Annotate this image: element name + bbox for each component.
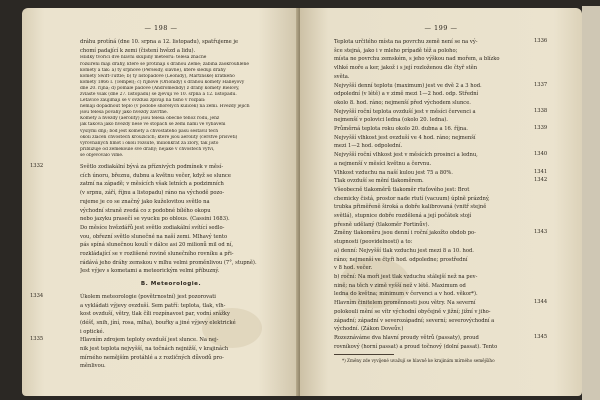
paragraph-number: 1340 [534, 151, 548, 157]
text-line: šce stejná, jako i v mleho prípadě též a poloho; [334, 47, 458, 54]
text-line: zatmí na západě; v měsících však letních a podzimních [80, 181, 224, 188]
paragraph-number: 1339 [534, 125, 548, 131]
paragraph-number: 1345 [534, 334, 548, 340]
text-line: odpolední (v létě) a v zimě mezi 1—2 hod. odp. Střední [334, 91, 479, 98]
paragraph-number: 1337 [534, 82, 548, 88]
text-line: východní. (Zákon Doveův.) [334, 326, 404, 333]
paragraph-number: 1341 [534, 169, 548, 175]
text-line: polokouli mění se vítr východní obyčejně v jižní; jižní v jiho- [334, 308, 491, 315]
text-line: dráhu protíná (dne 10. srpna a 12. listopadu), spatřujeme je [80, 39, 239, 45]
text-line: nejmenší v polovici ledna (okolo 20. ledna). [334, 117, 448, 124]
text-line-small: se objevovalo víme. [80, 152, 124, 158]
text-line: a nejmenší v měsíci květnu a červnu. [334, 160, 432, 167]
text-line-small: komety a tak: a) ty srpnové (Perseidy, slavné), které sledují dráhy [80, 67, 226, 73]
text-line: nině; na těch v zimě vyšší než v létě. Maximum od [334, 282, 466, 289]
text-line: nebo jazyku prasečí se vyucku po oblous. (Cassini 1683). [80, 216, 230, 223]
paragraph-number: 1335 [30, 336, 44, 342]
text-line: stupnosti (peovidelnosti) a to: [334, 239, 413, 246]
text-line: měnlivou. [80, 363, 106, 370]
text-line: Tlak ovzduší se mění tlakoměrem. [334, 178, 424, 185]
text-line-small: komety Swift-Tuttle; b) ty listopadové (Leonidy), Martinské) krátkého [80, 73, 235, 79]
text-line: Světlo zodiakální bývá za příznivých podmínek v měsí- [80, 164, 224, 170]
text-line: rovníkový (horní passat) a proud točnový (dolní passat). Tento [334, 343, 498, 350]
text-line: světlá), stupnice dobře rozdělená a její počátek stojí [334, 213, 472, 220]
text-line: Teplota určitého místa na povrchu země není se na vý- [334, 39, 478, 45]
text-line: rádává jeho dráhy zemskou v mlhu velmi proměnlivou (7°, stupně). [80, 259, 257, 266]
text-line: Všeobecně tlakoměrů tlakoměr rtuťového jest: Brot [334, 186, 470, 193]
right-page-body [334, 38, 532, 351]
text-line: Úkolem meteorologie (povětrnostní) jest pozorovati [80, 293, 216, 300]
text-line-small: vyšlými dnji; bod jest komety a chvostatého pásu sestavil těch [80, 128, 219, 134]
text-line: vlhké moře a ker, jakož i s její rozloženou dle čtyř stěn [334, 65, 478, 72]
text-line-small: jak taková jako hvězdy nese ve stopách se zemí námi ve vybavení [80, 122, 226, 128]
text-line: a vykládati výjevy ovzduší. Sem patří: teplota, tlak, vlh- [80, 302, 226, 309]
paragraph-number: 1343 [534, 229, 548, 235]
text-line: Změny tlakoměru jsou denní i roční jakožto obdob po- [334, 230, 476, 237]
text-line: mezi 1—2 hod. odpolední. [334, 143, 403, 150]
text-line-small: dne 20. října; d) pomalé pádové (Andromedidy) z dráhy komety Bielovy, [80, 85, 240, 91]
right-page [300, 8, 582, 396]
text-line: Hlavním zdrojem teploty ovzduší jest slunce. Na nej- [80, 337, 219, 344]
text-line-small: Komety a hvězdy (aerolity) jsou tělesa obecně téhož rodu, jenž [80, 116, 220, 122]
left-page-body [80, 38, 262, 371]
text-line: okolo 8. hod. ráno; nejmenší před východem slunce. [334, 99, 471, 106]
text-line: světa. [334, 73, 350, 80]
paragraph-number: 1332 [30, 163, 44, 169]
text-line: Hlavním činitelem proměnnosti jsou větry. Na severní [334, 300, 476, 307]
text-line: Nejvyšší roční teplota ovzduší jest v měsíci červenci a [334, 108, 476, 115]
text-line: chemicky čistá, prostor nade rtutí (vacuum) úplně prázdný, [334, 195, 490, 202]
text-line: Do měsíce hvězdářů jest světlo zodiakální svítící sedlo- [80, 224, 225, 231]
text-line: v 8 hod. večer. [334, 265, 373, 272]
paragraph-number: 1342 [534, 177, 548, 183]
text-line-small: okolí zlacen chvostech kroužících; které jsou aerolity (čerstvě přisvěti) [80, 134, 238, 140]
text-line-small: komety 1866 I. (Tempel); c) říjnové (Orionidy) s dráhou komety Halleyovy [80, 79, 245, 85]
text-line: (v srpnu, září, říjnu a listopadu) ráno na východě pozo- [80, 190, 225, 197]
text-line: cích únoru, březnu, dubnu a květnu večer, když se slunce [80, 172, 231, 179]
paragraph-number: 1344 [534, 299, 548, 305]
text-line: západní; západní v severozápadní; severní; severovýchodní a [334, 317, 495, 324]
text-line: rozkládající se v rozlišené rovině slunečního rovníku a při- [80, 251, 234, 258]
text-line: pás spíná slunečnou koulí v dálce asi 20 milionů mil od ní, [80, 242, 234, 249]
text-line: i optické. [80, 328, 105, 335]
text-line: Průměrná teplota roku okolo 20. dubna a 16. října. [334, 126, 468, 133]
text-line: kost ovzduší, větry, tlak číli rozpínavost par, vodní srážky [80, 311, 230, 318]
section-heading: B. Meteorologie. [140, 281, 202, 288]
text-line: Nejvyšší denní teplotu (maximum) jest ve dvě 2 a 3 hod. [334, 82, 482, 89]
text-line: východní straně zvedá co z podobné bílého okopu [80, 207, 211, 214]
text-line: Vlhkost vzduchu na naší kulou jest 75 a 80%. [334, 169, 453, 176]
text-line: Nejvyšší roční vlhkost jest v měsících prosinci a lednu, [334, 152, 478, 159]
text-line: chomí padající k zemi (čistení hvězd a lidu). [80, 47, 196, 54]
paragraph-number: 1336 [534, 38, 548, 44]
left-page-number: — 198 — [144, 24, 178, 32]
text-line-small: Hlídky tvořící dvě hlavní skupiny meteorů: tělesa značné [80, 55, 207, 61]
text-line: (déšť, snih, jíní, rosa, mlha), bouřky a jiné výjevy elektrické [80, 319, 236, 326]
text-line: Rozeznáváme dva hlavní proudy větrů (passaty), proud [334, 334, 479, 341]
text-line: vou, obřezní světlo slunečné na naší zemi. Mlhavý tento [80, 233, 228, 240]
text-line-small: vyrovnaných hmot i okolí rozsuté, milionkrát za zlory, tak jisto [80, 140, 219, 146]
footnote: *) Změny zde vyvíjené uvažují se hlavně ke krajinám mírného semějšího [342, 358, 495, 363]
text-line-small: zvláště však (dne 27. listopadu) se zjevují ve 10. srpna a 12. listopadu. [80, 91, 237, 97]
text-line: rujeme je co se značný jako kuželovitou světlo na [80, 198, 210, 205]
text-line: Nejvyšší vlhkost jest ovzduší ve 4 hod. ráno; nejmenší [334, 134, 476, 141]
text-line: trubka přiměřeně široká a dobře kalibrovaná (vnitř stejně [334, 204, 487, 211]
left-page [22, 8, 300, 396]
text-line: ledna do května; minimum v červenci a v hod. věkor*). [334, 291, 478, 298]
footnote-rule [334, 354, 394, 355]
text-line-small: přibližuje od zeměkoule své dráhy; nějaké v chvostech vytví, [80, 146, 215, 152]
text-line: Jest výjev s kometami a meteorickým velmi příbuzný. [80, 268, 220, 275]
text-line: přesně udělaný (tlakoměr Fortinův). [334, 221, 430, 228]
right-page-number: — 199 — [424, 24, 458, 32]
text-line-small: nemají dopadnout teplo (v podobě shořelých kuliček) na zemi. Hvězdy jejich [80, 104, 250, 110]
paragraph-number: 1334 [30, 293, 44, 299]
text-line: místa ne povrchu zemském, s jeho výškou nad mořem, a blízko [334, 56, 500, 63]
text-line: a) denní: Nejvyšší tlak vzduchu jest mezi 8 a 10. hod. [334, 247, 474, 254]
text-line-small: jsou tělesa povahy jako hvězdy závrtné. [80, 110, 169, 116]
page-edges [582, 6, 600, 400]
text-line: mírného nemějším protáhlé a z rozličných důvodů pro- [80, 354, 224, 361]
text-line: b) roční: Na moři jest tlak vzduchu stálejší než na pev- [334, 273, 478, 280]
text-line: ráno; nejmenší ve čtyři hod. odpoledne; prostřední [334, 256, 468, 263]
paragraph-number: 1338 [534, 108, 548, 114]
text-line-small: Létavice zaujímají se v ovzduší zpívají na tísno v rozpálí: [80, 98, 206, 104]
text-line-small: rozšíření mají dráhy, které se protínají s dráhou Země; zabíhá zaokrouhlené [80, 61, 249, 67]
text-line: nik jest teplota nejvyšší, na točnách nejnižší, v krajinách [80, 346, 229, 353]
